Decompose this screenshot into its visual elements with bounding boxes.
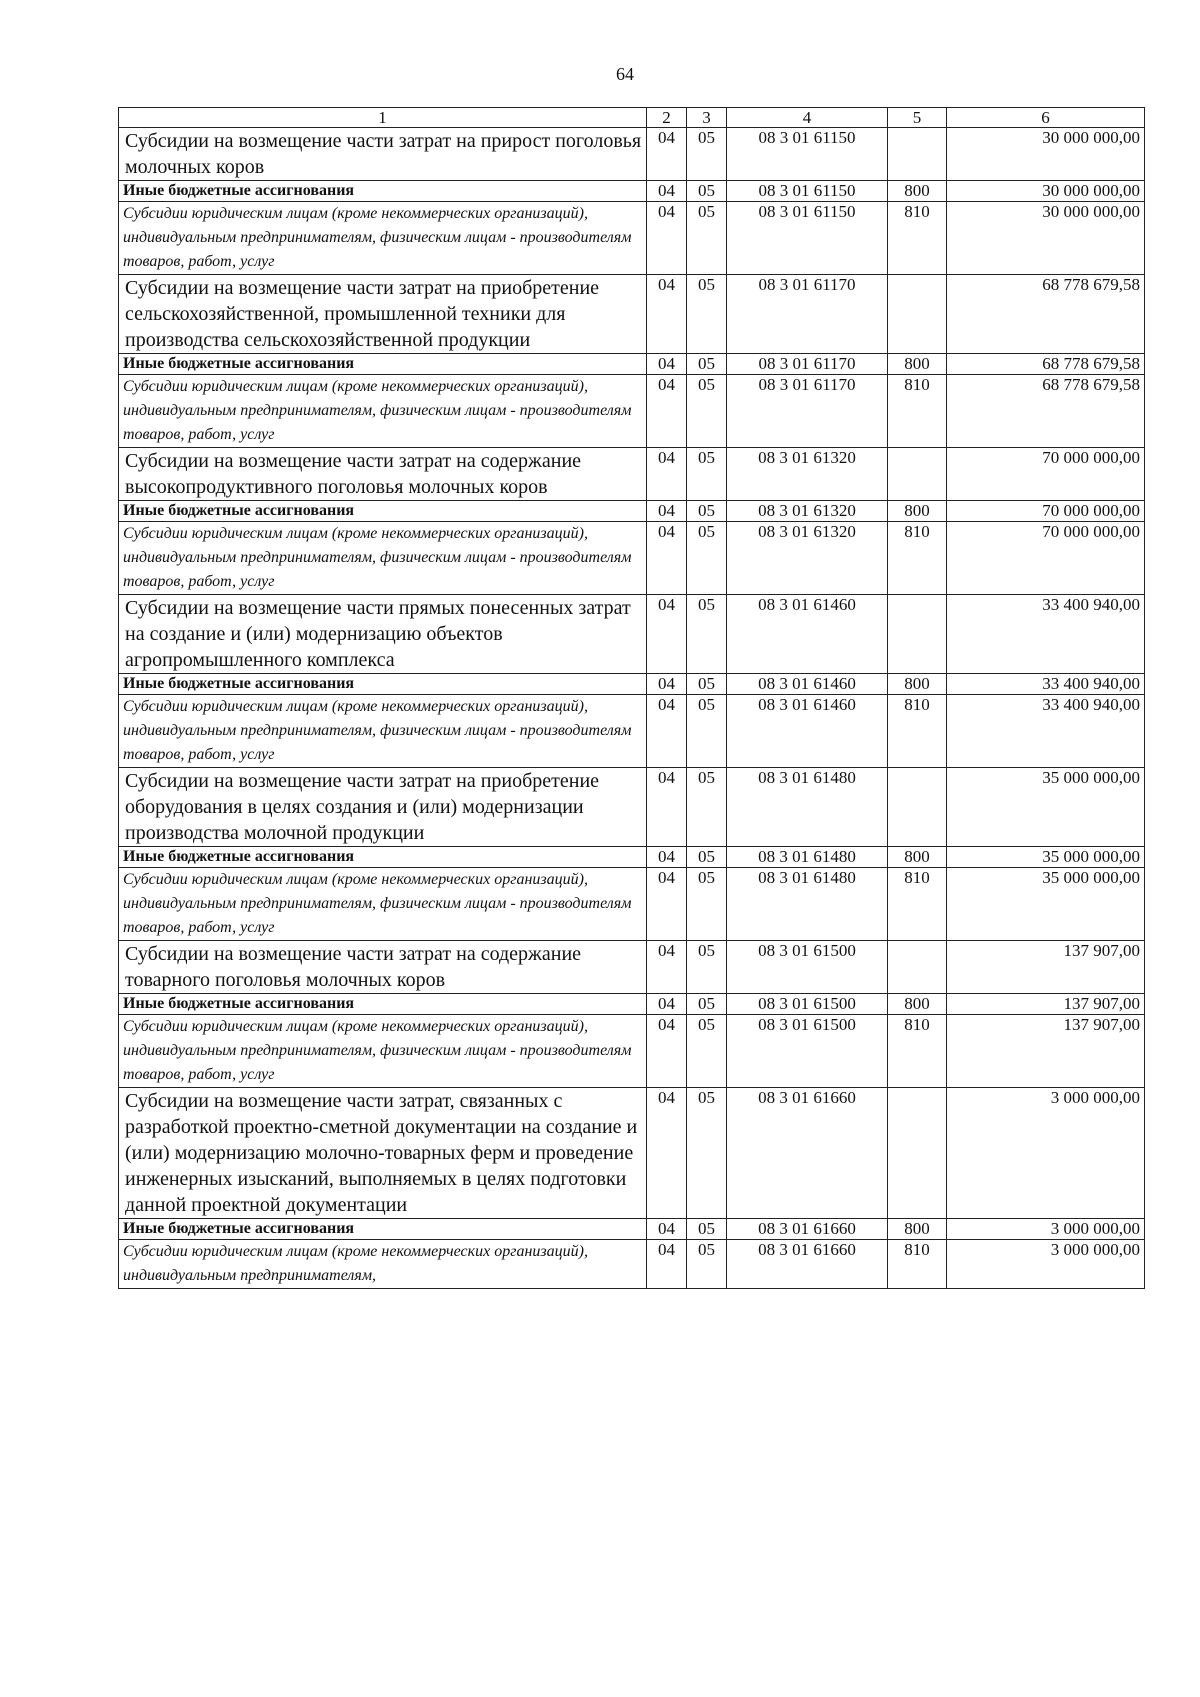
amount-cell: 3 000 000,00 <box>947 1219 1145 1240</box>
row-name-cell: Субсидии на возмещение части затрат, связанных с разработкой проектно-сметной документации на создание и (или) модернизацию молочно-товарных ферм и проведение инженерных изысканий, выполняемых в целях подготовки данной проектной документации <box>119 1088 647 1219</box>
amount-cell: 70 000 000,00 <box>947 522 1145 595</box>
section-code-cell: 04 <box>647 501 687 522</box>
section-code-cell: 04 <box>647 868 687 941</box>
target-article-cell: 08 3 01 61150 <box>727 181 888 202</box>
expense-type-cell: 800 <box>888 181 947 202</box>
expense-type-cell: 810 <box>888 375 947 448</box>
subsection-code-cell: 05 <box>687 275 727 354</box>
table-row <box>119 941 1145 994</box>
column-header: 3 <box>687 108 727 128</box>
row-name-cell: Субсидии на возмещение части затрат на содержание высокопродуктивного поголовья молочных коров <box>119 448 647 501</box>
target-article-cell: 08 3 01 61480 <box>727 868 888 941</box>
table-row <box>119 674 1145 695</box>
table-row <box>119 448 1145 501</box>
row-name-cell: Субсидии юридическим лицам (кроме некоммерческих организаций), индивидуальным предпринимателям, физическим лицам - производителям товаров, работ, услуг <box>119 695 647 768</box>
amount-cell: 35 000 000,00 <box>947 847 1145 868</box>
amount-cell: 35 000 000,00 <box>947 868 1145 941</box>
section-code-cell: 04 <box>647 1088 687 1219</box>
table-row <box>119 128 1145 181</box>
row-name-cell: Субсидии юридическим лицам (кроме некоммерческих организаций), индивидуальным предпринимателям, физическим лицам - производителям товаров, работ, услуг <box>119 202 647 275</box>
expense-type-cell: 800 <box>888 1219 947 1240</box>
table-header-row <box>119 108 1145 128</box>
section-code-cell: 04 <box>647 1240 687 1289</box>
section-code-cell: 04 <box>647 941 687 994</box>
subsection-code-cell: 05 <box>687 181 727 202</box>
expense-type-cell: 810 <box>888 1240 947 1289</box>
section-code-cell: 04 <box>647 994 687 1015</box>
subsection-code-cell: 05 <box>687 1240 727 1289</box>
row-name-cell: Субсидии на возмещение части прямых понесенных затрат на создание и (или) модернизацию объектов агропромышленного комплекса <box>119 595 647 674</box>
amount-cell: 33 400 940,00 <box>947 674 1145 695</box>
amount-cell: 30 000 000,00 <box>947 202 1145 275</box>
subsection-code-cell: 05 <box>687 994 727 1015</box>
amount-cell: 33 400 940,00 <box>947 595 1145 674</box>
row-name-cell: Субсидии на возмещение части затрат на содержание товарного поголовья молочных коров <box>119 941 647 994</box>
section-code-cell: 04 <box>647 847 687 868</box>
column-header: 1 <box>119 108 647 128</box>
table-row <box>119 1219 1145 1240</box>
subsection-code-cell: 05 <box>687 768 727 847</box>
expense-type-cell <box>888 595 947 674</box>
target-article-cell: 08 3 01 61170 <box>727 275 888 354</box>
section-code-cell: 04 <box>647 354 687 375</box>
subsection-code-cell: 05 <box>687 941 727 994</box>
target-article-cell: 08 3 01 61480 <box>727 847 888 868</box>
table-row <box>119 847 1145 868</box>
section-code-cell: 04 <box>647 202 687 275</box>
expense-type-cell <box>888 275 947 354</box>
target-article-cell: 08 3 01 61460 <box>727 695 888 768</box>
target-article-cell: 08 3 01 61150 <box>727 128 888 181</box>
row-name-cell: Субсидии юридическим лицам (кроме некоммерческих организаций), индивидуальным предпринимателям, <box>119 1240 647 1289</box>
target-article-cell: 08 3 01 61660 <box>727 1219 888 1240</box>
expense-type-cell: 810 <box>888 695 947 768</box>
subsection-code-cell: 05 <box>687 1088 727 1219</box>
expense-type-cell: 810 <box>888 1015 947 1088</box>
target-article-cell: 08 3 01 61320 <box>727 448 888 501</box>
subsection-code-cell: 05 <box>687 202 727 275</box>
table-row <box>119 595 1145 674</box>
column-header: 4 <box>727 108 888 128</box>
amount-cell: 3 000 000,00 <box>947 1240 1145 1289</box>
row-name-cell: Субсидии на возмещение части затрат на приобретение оборудования в целях создания и (или) модернизации производства молочной продукции <box>119 768 647 847</box>
subsection-code-cell: 05 <box>687 501 727 522</box>
amount-cell: 33 400 940,00 <box>947 695 1145 768</box>
target-article-cell: 08 3 01 61660 <box>727 1088 888 1219</box>
row-name-cell: Иные бюджетные ассигнования <box>119 994 647 1015</box>
table-row <box>119 1088 1145 1219</box>
section-code-cell: 04 <box>647 128 687 181</box>
amount-cell: 70 000 000,00 <box>947 448 1145 501</box>
expense-type-cell <box>888 128 947 181</box>
amount-cell: 70 000 000,00 <box>947 501 1145 522</box>
page-number: 64 <box>616 64 634 84</box>
subsection-code-cell: 05 <box>687 868 727 941</box>
section-code-cell: 04 <box>647 448 687 501</box>
amount-cell: 30 000 000,00 <box>947 128 1145 181</box>
subsection-code-cell: 05 <box>687 674 727 695</box>
subsection-code-cell: 05 <box>687 1015 727 1088</box>
amount-cell: 68 778 679,58 <box>947 354 1145 375</box>
table-row <box>119 375 1145 448</box>
row-name-cell: Субсидии на возмещение части затрат на приобретение сельскохозяйственной, промышленной техники для производства сельскохозяйственной продукции <box>119 275 647 354</box>
row-name-cell: Субсидии на возмещение части затрат на прирост поголовья молочных коров <box>119 128 647 181</box>
expense-type-cell: 800 <box>888 847 947 868</box>
target-article-cell: 08 3 01 61150 <box>727 202 888 275</box>
table-row <box>119 354 1145 375</box>
table-row <box>119 695 1145 768</box>
row-name-cell: Субсидии юридическим лицам (кроме некоммерческих организаций), индивидуальным предпринимателям, физическим лицам - производителям товаров, работ, услуг <box>119 375 647 448</box>
subsection-code-cell: 05 <box>687 128 727 181</box>
section-code-cell: 04 <box>647 181 687 202</box>
table-row <box>119 1015 1145 1088</box>
target-article-cell: 08 3 01 61320 <box>727 522 888 595</box>
amount-cell: 68 778 679,58 <box>947 275 1145 354</box>
target-article-cell: 08 3 01 61660 <box>727 1240 888 1289</box>
section-code-cell: 04 <box>647 1219 687 1240</box>
table-row <box>119 768 1145 847</box>
column-header: 6 <box>947 108 1145 128</box>
row-name-cell: Иные бюджетные ассигнования <box>119 354 647 375</box>
row-name-cell: Субсидии юридическим лицам (кроме некоммерческих организаций), индивидуальным предпринимателям, физическим лицам - производителям товаров, работ, услуг <box>119 868 647 941</box>
section-code-cell: 04 <box>647 522 687 595</box>
expense-type-cell: 800 <box>888 674 947 695</box>
budget-table <box>118 107 1145 1289</box>
table-row <box>119 522 1145 595</box>
expense-type-cell: 810 <box>888 202 947 275</box>
row-name-cell: Иные бюджетные ассигнования <box>119 501 647 522</box>
column-header: 5 <box>888 108 947 128</box>
section-code-cell: 04 <box>647 695 687 768</box>
amount-cell: 137 907,00 <box>947 994 1145 1015</box>
table-row <box>119 868 1145 941</box>
amount-cell: 137 907,00 <box>947 1015 1145 1088</box>
section-code-cell: 04 <box>647 674 687 695</box>
target-article-cell: 08 3 01 61320 <box>727 501 888 522</box>
amount-cell: 35 000 000,00 <box>947 768 1145 847</box>
subsection-code-cell: 05 <box>687 595 727 674</box>
section-code-cell: 04 <box>647 595 687 674</box>
subsection-code-cell: 05 <box>687 448 727 501</box>
row-name-cell: Иные бюджетные ассигнования <box>119 847 647 868</box>
subsection-code-cell: 05 <box>687 375 727 448</box>
row-name-cell: Иные бюджетные ассигнования <box>119 1219 647 1240</box>
table-row <box>119 501 1145 522</box>
amount-cell: 3 000 000,00 <box>947 1088 1145 1219</box>
expense-type-cell: 800 <box>888 994 947 1015</box>
subsection-code-cell: 05 <box>687 522 727 595</box>
expense-type-cell <box>888 448 947 501</box>
subsection-code-cell: 05 <box>687 847 727 868</box>
amount-cell: 137 907,00 <box>947 941 1145 994</box>
expense-type-cell: 810 <box>888 868 947 941</box>
section-code-cell: 04 <box>647 275 687 354</box>
target-article-cell: 08 3 01 61460 <box>727 674 888 695</box>
section-code-cell: 04 <box>647 768 687 847</box>
subsection-code-cell: 05 <box>687 1219 727 1240</box>
target-article-cell: 08 3 01 61480 <box>727 768 888 847</box>
amount-cell: 68 778 679,58 <box>947 375 1145 448</box>
subsection-code-cell: 05 <box>687 354 727 375</box>
table-row <box>119 1240 1145 1289</box>
target-article-cell: 08 3 01 61170 <box>727 375 888 448</box>
expense-type-cell: 800 <box>888 501 947 522</box>
section-code-cell: 04 <box>647 375 687 448</box>
target-article-cell: 08 3 01 61170 <box>727 354 888 375</box>
expense-type-cell <box>888 1088 947 1219</box>
target-article-cell: 08 3 01 61500 <box>727 1015 888 1088</box>
table-row <box>119 202 1145 275</box>
section-code-cell: 04 <box>647 1015 687 1088</box>
column-header: 2 <box>647 108 687 128</box>
expense-type-cell <box>888 768 947 847</box>
table-row <box>119 994 1145 1015</box>
row-name-cell: Субсидии юридическим лицам (кроме некоммерческих организаций), индивидуальным предпринимателям, физическим лицам - производителям товаров, работ, услуг <box>119 522 647 595</box>
amount-cell: 30 000 000,00 <box>947 181 1145 202</box>
expense-type-cell: 800 <box>888 354 947 375</box>
row-name-cell: Иные бюджетные ассигнования <box>119 181 647 202</box>
target-article-cell: 08 3 01 61500 <box>727 994 888 1015</box>
subsection-code-cell: 05 <box>687 695 727 768</box>
row-name-cell: Иные бюджетные ассигнования <box>119 674 647 695</box>
target-article-cell: 08 3 01 61460 <box>727 595 888 674</box>
table-row <box>119 181 1145 202</box>
target-article-cell: 08 3 01 61500 <box>727 941 888 994</box>
expense-type-cell: 810 <box>888 522 947 595</box>
expense-type-cell <box>888 941 947 994</box>
row-name-cell: Субсидии юридическим лицам (кроме некоммерческих организаций), индивидуальным предпринимателям, физическим лицам - производителям товаров, работ, услуг <box>119 1015 647 1088</box>
table-row <box>119 275 1145 354</box>
